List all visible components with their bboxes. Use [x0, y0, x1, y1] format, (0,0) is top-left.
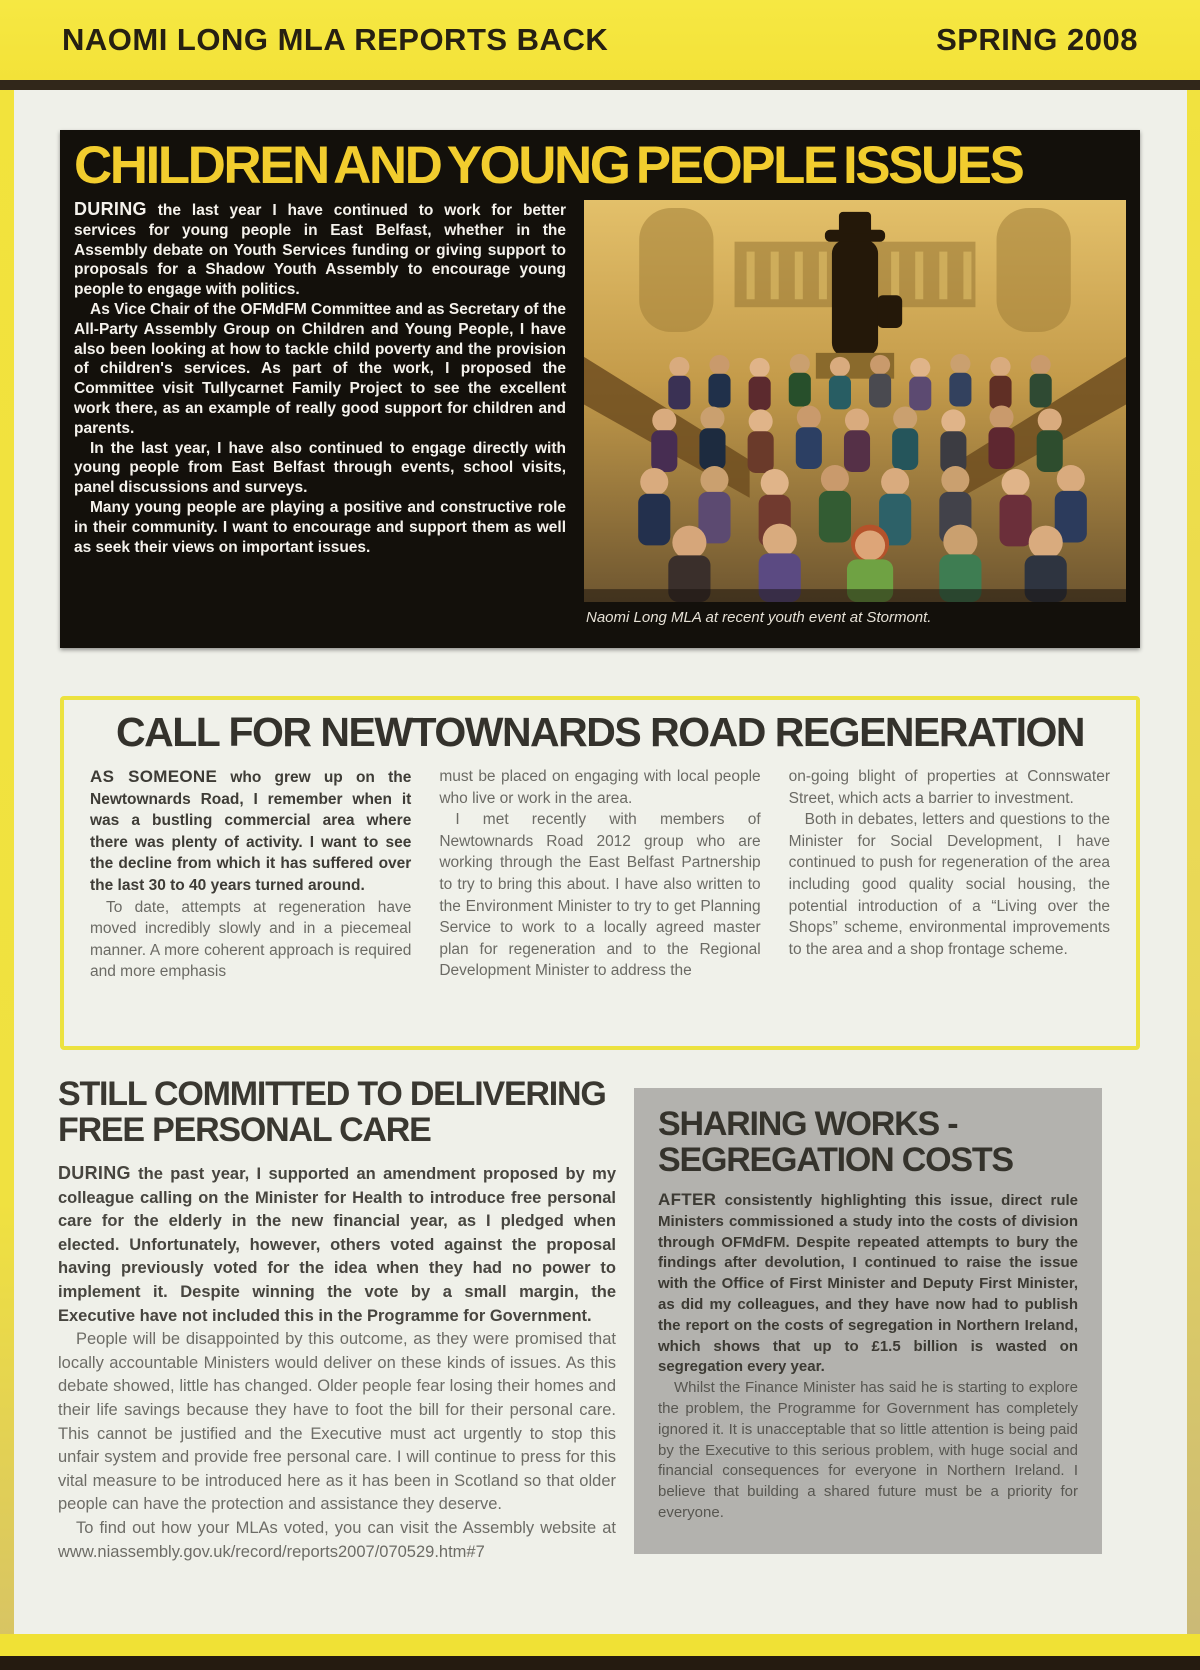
masthead: [0, 0, 1200, 90]
personal-care-section-title: STILL COMMITTED TO DELIVERING FREE PERSONAL CARE: [58, 1075, 606, 1149]
youth-event-photo: [584, 200, 1126, 602]
page-left-border: [0, 0, 14, 1670]
paragraph: AS SOMEONE who grew up on the Newtownards Road, I remember when it was a bustling commercial area where there was plenty of activity. I want to see the decline from which it has suffered over the last 30 to 40 years turned around.: [90, 767, 412, 894]
paragraph: Whilst the Finance Minister has said he is starting to explore the problem, the Programme for Government has completely ignored it. It is unacceptable that so little attention is being paid by the Executive to this serious problem, with huge social and financial consequences for everyone in Northern Ireland. I believe that building a shared future must be a priority for everyone.: [658, 1379, 1078, 1521]
personal-care-body: [58, 1162, 616, 1564]
page-right-border: [1187, 0, 1200, 1670]
children-section-body: [74, 200, 566, 626]
paragraph: As Vice Chair of the OFMdFM Committee and as Secretary of the All-Party Assembly Group on Children and Young People, I have also been looking at how to tackle child poverty and the provision of children's services. As part of the work, I proposed the Committee visit Tullycarnet Family Project to see the excellent work there, as an example of really good support for children and parents.: [74, 300, 567, 437]
sharing-works-section: [634, 1088, 1102, 1554]
lead-word: AS SOMEONE: [90, 767, 218, 786]
sharing-works-body: [658, 1190, 1078, 1524]
lead-word: AFTER: [658, 1190, 717, 1209]
sharing-works-section-title: SHARING WORKS - SEGREGATION COSTS: [658, 1105, 1013, 1179]
photo-caption: Naomi Long MLA at recent youth event at Stormont.: [586, 609, 932, 626]
masthead-title: NAOMI LONG MLA REPORTS BACK: [62, 22, 609, 57]
regeneration-section-title: CALL FOR NEWTOWNARDS ROAD REGENERATION: [116, 709, 1084, 755]
regeneration-section: [60, 696, 1140, 1050]
regeneration-column-3: [789, 766, 1110, 983]
paragraph: People will be disappointed by this outcome, as they were promised that locally accountable Ministers would deliver on these kinds of issues. As this debate showed, little has changed. Older people fear losing their homes and their life savings because they have to foot the bill for their personal care. This cannot be justified and the Executive must act urgently to stop this unfair system and provide free personal care. I will continue to press for this vital measure to be introduced here as it has been in Scotland so that older people can have the protection and assistance they deserve.: [58, 1330, 616, 1514]
paragraph: In the last year, I have also continued to engage directly with young people from East Belfast through events, school visits, panel discussions and surveys.: [74, 439, 566, 497]
assembly-website-note: To find out how your MLAs voted, you can visit the Assembly website at www.niassembly.gov.uk/record/reports2007/070529.htm#7: [58, 1518, 616, 1561]
lead-word: DURING: [58, 1163, 131, 1183]
paragraph: DURING the past year, I supported an amendment proposed by my colleague calling on the Minister for Health to introduce free personal care for the elderly in the new financial year, as I pledged when elected. Unfortunately, however, others voted against the proposal having previously voted for the idea when they had no power to implement it. Despite winning the vote by a small margin, the Executive have not included this in the Programme for Government.: [58, 1163, 616, 1325]
paragraph: Both in debates, letters and questions to the Minister for Social Development, I have continued to push for regeneration of the area including good quality social housing, the potential introduction of a “Living over the Shops” scheme, environmental improvements to the area and a shop frontage scheme.: [788, 811, 1110, 958]
paragraph: To date, attempts at regeneration have moved incredibly slowly and in a piecemeal manner. A more coherent approach is required and more emphasis: [90, 898, 412, 981]
lead-word: DURING: [74, 199, 147, 219]
children-section: [60, 130, 1140, 648]
personal-care-section: [58, 1076, 616, 1564]
paragraph: AFTER consistently highlighting this issue, direct rule Ministers commissioned a study into the costs of division through OFMdFM. Despite repeated attempts to bury the findings after devolution, I continued to raise the issue with the Office of First Minister and Deputy First Minister, as did my colleagues, and they have now had to publish the report on the costs of segregation in Northern Ireland, which shows that up to £1.5 billion is wasted on segregation every year.: [658, 1190, 1079, 1376]
regeneration-column-2: [439, 766, 760, 983]
paragraph: I met recently with members of Newtownards Road 2012 group who are working through the East Belfast Partnership to try to bring this about. I have also written to the Environment Minister to try to get Planning Service to work to a locally agreed master plan for regeneration and to the Regional Development Minister to address the: [439, 811, 761, 980]
masthead-issue-date: SPRING 2008: [936, 22, 1138, 57]
page-bottom-yellow-bar: [0, 1634, 1200, 1656]
page-bottom-dark-strip: [0, 1656, 1200, 1670]
paragraph: Many young people are playing a positive and constructive role in their community. I want to encourage and support them as well as seek their views on important issues.: [74, 498, 566, 556]
paragraph: DURING the last year I have continued to work for better services for young people in East Belfast, whether in the Assembly debate on Youth Services funding or giving support to proposals for a Shadow Youth Assembly to encourage young people to engage with politics.: [74, 199, 567, 299]
regeneration-column-1: [90, 766, 411, 983]
children-section-title: CHILDREN AND YOUNG PEOPLE ISSUES: [74, 136, 1023, 195]
paragraph: must be placed on engaging with local people who live or work in the area.: [439, 768, 761, 807]
paragraph: on-going blight of properties at Connswater Street, which acts a barrier to investment.: [788, 768, 1110, 807]
